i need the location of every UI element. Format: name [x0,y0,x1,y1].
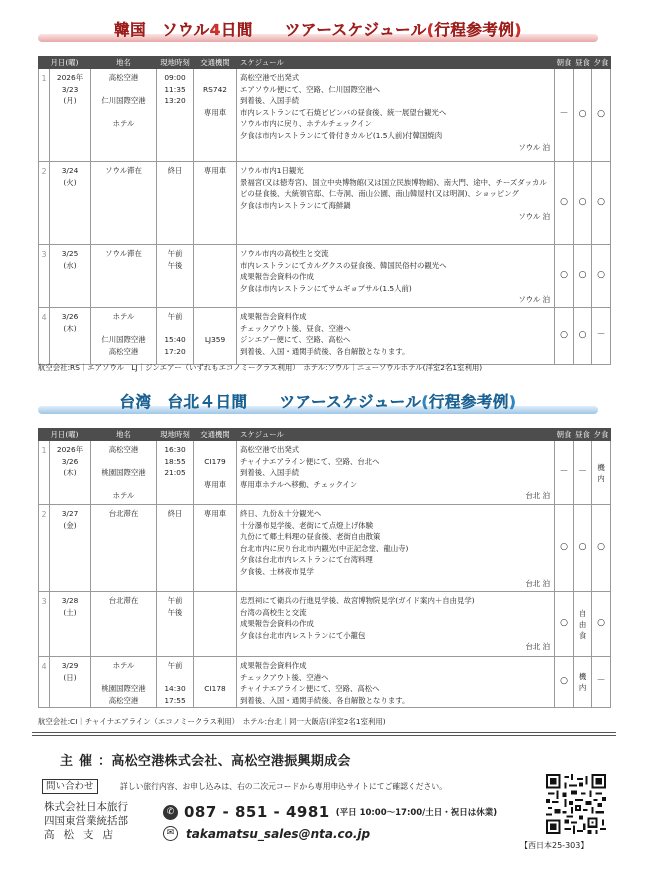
transport-cell [194,245,237,308]
stay-label: 台北 泊 [525,642,551,652]
meal-mark: ○ [597,542,605,553]
transport-line: 専用車 [203,509,227,518]
transport-line [194,490,236,502]
phone-row [163,803,497,821]
place-line: 高松空港 [108,73,139,82]
date-line: (土) [63,607,77,617]
time-cell [157,592,194,657]
time-line: 午後 [167,260,183,270]
phone-icon: ✆ [163,805,178,820]
transport-cell [194,69,237,162]
taiwan-schedule-table [38,428,611,708]
schedule-line: チャイナエアライン便にて、空路、台北へ [240,456,380,466]
date-line: (木) [63,468,77,478]
meal-mark: ○ [597,270,605,281]
transport-cell [194,441,237,505]
stay-label: ソウル 泊 [518,295,551,305]
date-cell [50,162,91,245]
dinner-cell [592,162,611,245]
schedule-line: エアソウル便にて、空路、仁川国際空港へ [240,84,381,94]
breakfast-cell [555,592,574,657]
header-dinner: 夕食 [592,57,611,69]
date-line: (日) [63,672,77,682]
taiwan-day-row [39,592,611,657]
header-schedule: スケジュール [237,429,555,441]
taiwan-day-row [39,505,611,592]
taiwan-title-banner [38,388,598,418]
header-transport: 交通機関 [194,57,237,69]
time-line: 18:55 [164,456,186,466]
header-breakfast: 朝食 [555,429,574,441]
header-time: 現地時刻 [157,429,194,441]
phone-number[interactable]: 087 - 851 - 4981 [184,803,330,821]
meal-mark: 自由食 [578,608,587,640]
meal-mark: 機内 [578,672,587,693]
company-block [44,800,128,842]
header-lunch: 昼食 [575,430,590,439]
date-line: (水) [63,260,77,270]
meal-mark: ○ [578,330,587,341]
schedule-line: 到着後、入国・通関手続後、各自解散となります。 [240,695,410,705]
lunch-cell [574,69,592,162]
schedule-cell [237,69,555,162]
transport-line [194,95,236,107]
time-line: 21:05 [164,468,186,478]
schedule-line: 景福宮(又は徳寿宮)、国立中央博物館(又は国立民族博物館)、南大門、途中、チーズダッカルビの昼食後、大統領官邸、仁寺洞、南山公園、南山韓屋村(又は明洞)、ショッピング [240,177,547,199]
korea-header-row [39,57,611,69]
place-line [91,84,156,96]
lunch-cell [574,308,592,365]
header-date: 月日(曜) [39,57,91,69]
dinner-cell [592,592,611,657]
schedule-line: 十分瀑布見学後、老街にて点燈上げ体験 [240,520,374,530]
time-cell [157,69,194,162]
place-cell [91,162,157,245]
schedule-line: ソウル市内に戻り、ホテルチェックイン [240,119,372,129]
schedule-line: 到着後、入国・通関手続後、各自解散となります。 [240,346,410,356]
korea-title: 韓国 ソウル4日間 ツアースケジュール(行程参考例) [114,21,522,39]
header-breakfast: 朝食 [555,57,574,69]
place-line [91,142,156,154]
place-line [91,456,156,468]
transport-line: RS742 [203,84,227,94]
header-transport: 交通機関 [194,429,237,441]
schedule-cell [237,505,555,592]
place-line [91,323,156,335]
taiwan-day-row [39,657,611,708]
lunch-cell [574,162,592,245]
korea-day-row [39,69,611,162]
breakfast-cell [555,162,574,245]
place-cell [91,69,157,162]
day-number: 4 [39,308,50,365]
place-cell [91,245,157,308]
korea-title-banner [38,16,598,46]
meal-mark: － [596,330,606,341]
time-line: 午後 [167,607,183,617]
place-line: ソウル滞在 [105,249,142,258]
dinner-cell [592,657,611,708]
dinner-cell [592,245,611,308]
schedule-line: 高松空港で出発式 [240,73,300,82]
schedule-line: 夕食は台北市内レストランにて台湾料理 [240,555,373,565]
transport-line [194,444,236,456]
schedule-line: 夕食は市内レストランにて骨付きカルビ(1.5人前)付韓国焼肉 [240,130,443,140]
header-lunch: 昼食 [575,58,590,67]
schedule-line: チャイナエアライン便にて、空路、高松へ [240,684,380,694]
place-line: 桃園国際空港 [101,468,146,478]
meal-mark: ○ [597,109,605,120]
host-label: 主催 [60,754,99,769]
time-line: 終日 [167,509,183,518]
time-line: 17:20 [164,346,186,356]
host-text: ：高松空港株式会社、高松空港振興期成会 [98,754,351,769]
place-line: ホテル [112,312,135,321]
place-line: 高松空港 [108,445,139,454]
transport-line [194,346,236,358]
time-line [157,672,193,684]
place-line [91,107,156,119]
place-cell [91,308,157,365]
breakfast-cell [555,657,574,708]
lunch-cell [574,441,592,505]
day-number: 3 [39,592,50,657]
time-cell [157,441,194,505]
time-line: 16:30 [164,445,186,454]
korea-schedule-table [38,56,611,365]
schedule-line: 市内レストランにて石焼ビビンバの昼食後、統一展望台観光へ [240,107,447,117]
taiwan-title: 台湾 台北４日間 ツアースケジュール(行程参考例) [119,393,517,411]
meal-mark: － [559,109,569,120]
transport-line [194,142,236,154]
schedule-cell [237,441,555,505]
dinner-cell [592,308,611,365]
meal-mark: ○ [560,542,568,553]
place-line: 仁川国際空港 [101,335,146,345]
date-cell [50,657,91,708]
schedule-line: 成果報告会資料作成 [240,312,307,321]
day-number: 1 [39,69,50,162]
day-number: 1 [39,441,50,505]
schedule-line: 夕食後、士林夜市見学 [240,566,314,576]
meal-mark: ○ [560,676,568,687]
email-row [163,826,370,841]
korea-day-row [39,308,611,365]
breakfast-cell [555,441,574,505]
schedule-line: 成果報告会資料作成 [240,661,307,670]
header-place: 地名 [91,429,157,441]
time-line: 午前 [167,661,183,670]
schedule-line: チェックアウト後、昼食、空港へ [240,323,351,333]
schedule-line: 台北市内に戻り台北市内観光(中正記念堂、龍山寺) [240,543,409,553]
transport-line [194,660,236,672]
schedule-line: ジンエアー便にて、空路、高松へ [240,335,351,345]
transport-line [194,467,236,479]
schedule-line: 成果報告会資料の作成 [240,272,314,282]
transport-cell [194,505,237,592]
schedule-line: 専用車ホテルへ移動、チェックイン [240,479,358,489]
meal-mark: ○ [578,109,587,120]
transport-line: CI179 [204,456,226,466]
day-number: 2 [39,505,50,592]
time-cell [157,657,194,708]
transport-line: 専用車 [203,166,227,175]
breakfast-cell [555,308,574,365]
footer-divider [32,732,616,736]
company-branch: 高松支店 [44,829,122,841]
date-cell [50,592,91,657]
meal-mark: － [578,466,588,477]
schedule-line: チェックアウト後、空港へ [240,672,329,682]
transport-line [194,311,236,323]
date-line: (木) [63,323,77,333]
place-line [91,130,156,142]
meal-mark: ○ [560,330,568,341]
place-line: ホテル [112,661,135,670]
time-line [157,118,193,130]
transport-line [194,248,236,260]
date-line: (火) [63,177,77,187]
place-line: 高松空港 [108,346,139,356]
lunch-cell [574,657,592,708]
time-cell [157,308,194,365]
stay-label: 台北 泊 [525,578,551,588]
date-line: 3/27 [61,509,79,518]
header-schedule: スケジュール [237,57,555,69]
breakfast-cell [555,505,574,592]
breakfast-cell [555,245,574,308]
transport-line: CI178 [204,684,226,694]
time-line [157,479,193,491]
transport-cell [194,657,237,708]
lunch-cell [574,592,592,657]
schedule-line: ソウル市内1日観光 [240,166,304,175]
schedule-line: 夕食は台北市内レストランにて小籠包 [240,630,366,640]
schedule-cell [237,308,555,365]
meal-mark: ○ [560,270,568,281]
korea-note: 航空会社:RS｜エアソウル LJ｜ジンエアー（いずれもエコノミークラス利用） ホテル:ソウル｜ニューソウルホテル(洋室2名1室利用) [38,363,483,372]
time-cell [157,162,194,245]
time-line: 09:00 [164,73,186,82]
header-time: 現地時刻 [157,57,194,69]
dinner-cell [592,441,611,505]
place-line: ソウル滞在 [105,166,142,175]
stay-label: ソウル 泊 [518,142,551,152]
place-line [91,672,156,684]
date-line: 3/23 [61,84,79,94]
transport-line [194,695,236,707]
schedule-line: 到着後、入国手続 [240,96,300,106]
transport-line [194,595,236,607]
place-line: ホテル [112,491,135,501]
korea-day-row [39,162,611,245]
schedule-line: 市内レストランにてカルグクスの昼食後、韓国民俗村の観光へ [240,260,447,270]
stay-label: 台北 泊 [525,491,551,501]
stay-label: ソウル 泊 [518,212,551,222]
transport-cell [194,162,237,245]
lunch-cell [574,505,592,592]
transport-line [194,672,236,684]
schedule-line: 成果報告会資料の作成 [240,619,314,629]
meal-mark: － [559,466,569,477]
meal-mark: ○ [560,618,568,629]
schedule-cell [237,657,555,708]
transport-line: LJ359 [204,335,226,345]
transport-line: 専用車 [203,479,227,489]
time-line: 午前 [167,249,183,258]
time-line: 15:40 [164,335,186,345]
phone-hours: (平日 10:00～17:00/土日・祝日は休業) [335,808,498,818]
meal-mark: ○ [597,618,605,629]
schedule-line: ソウル市内の高校生と交流 [240,249,329,258]
transport-line [194,118,236,130]
date-line: (月) [63,96,77,106]
place-line: 桃園国際空港 [101,684,146,694]
place-line [91,479,156,491]
transport-cell [194,592,237,657]
meal-mark: ○ [578,197,587,208]
header-dinner: 夕食 [592,429,611,441]
meal-mark: ○ [597,197,605,208]
place-cell [91,505,157,592]
meal-mark: ○ [560,197,568,208]
host-line [60,750,351,769]
time-line [157,130,193,142]
schedule-cell [237,162,555,245]
transport-line: 専用車 [203,107,227,117]
place-line: 高松空港 [108,695,139,705]
date-line: 3/28 [61,596,79,605]
date-line: 3/25 [61,249,79,258]
schedule-cell [237,245,555,308]
date-cell [50,505,91,592]
time-cell [157,245,194,308]
date-cell [50,441,91,505]
time-line: 11:35 [164,84,186,94]
date-line: 2026年 [56,73,84,82]
schedule-cell [237,592,555,657]
schedule-line: 到着後、入国手続 [240,468,300,478]
korea-day-row [39,245,611,308]
mail-icon: ✉ [163,826,178,841]
transport-line [194,323,236,335]
date-cell [50,245,91,308]
date-line: 2026年 [56,445,84,454]
date-line: (金) [63,520,77,530]
schedule-line: 高松空港で出発式 [240,445,300,454]
company-name: 株式会社日本旅行 [44,801,128,813]
transport-cell [194,308,237,365]
schedule-line: 夕食は市内レストランにてサムギョプサル(1.5人前) [240,283,412,293]
header-place: 地名 [91,57,157,69]
time-line [157,490,193,502]
time-line [157,323,193,335]
place-line: 台北滞在 [108,596,139,605]
inquiry-label: 問い合わせ [42,779,98,794]
dinner-cell [592,505,611,592]
schedule-line: 終日、九份＆十分観光へ [240,509,322,518]
date-line: 3/26 [61,456,79,466]
date-line: 3/24 [61,166,79,175]
time-line: 終日 [167,166,183,175]
time-line [157,107,193,119]
transport-line [194,130,236,142]
dinner-cell [592,69,611,162]
header-date: 月日(曜) [39,429,91,441]
time-line [157,142,193,154]
date-cell [50,308,91,365]
day-number: 3 [39,245,50,308]
day-number: 2 [39,162,50,245]
place-cell [91,441,157,505]
meal-mark: ○ [578,270,587,281]
breakfast-cell [555,69,574,162]
taiwan-day-row [39,441,611,505]
place-cell [91,592,157,657]
place-cell [91,657,157,708]
schedule-line: 九份にて郷土料理の昼食後、老街自由散策 [240,532,381,542]
time-line: 17:55 [164,695,186,705]
time-line: 14:30 [164,684,186,694]
taiwan-note: 航空会社:CI｜チャイナエアライン（エコノミークラス利用） ホテル:台北｜同一大飯店(洋室2名1室利用) [38,717,386,726]
schedule-line: 台湾の高校生と交流 [240,607,307,617]
place-line: ホテル [112,119,135,129]
date-line: 3/29 [61,661,79,670]
meal-mark: 機内 [597,462,605,483]
transport-line [194,72,236,84]
place-line: 台北滞在 [108,509,139,518]
taiwan-header-row [39,429,611,441]
schedule-line: 忠烈祠にて衛兵の行進見学後、故宮博物院見学(ガイド案内＋自由見学) [240,596,475,605]
company-dept: 四国東営業統括部 [44,815,128,827]
inquiry-text: 詳しい旅行内容、お申し込みは、右の二次元コードから専用申込サイトにてご確認ください。 [120,782,447,791]
date-cell [50,69,91,162]
registration-code: 【西日本25-303】 [520,841,589,850]
meal-mark: ○ [578,542,587,553]
meal-mark: － [596,676,606,687]
day-number: 4 [39,657,50,708]
place-line: 仁川国際空港 [101,96,146,106]
qr-code-icon[interactable] [546,774,606,834]
email-address[interactable]: takamatsu_sales@nta.co.jp [186,826,371,841]
time-line: 13:20 [164,96,186,106]
lunch-cell [574,245,592,308]
time-cell [157,505,194,592]
time-line: 午前 [167,312,183,321]
schedule-line: 夕食は市内レストランにて海鮮鍋 [240,200,351,210]
time-line: 午前 [167,596,183,605]
date-line: 3/26 [61,312,79,321]
